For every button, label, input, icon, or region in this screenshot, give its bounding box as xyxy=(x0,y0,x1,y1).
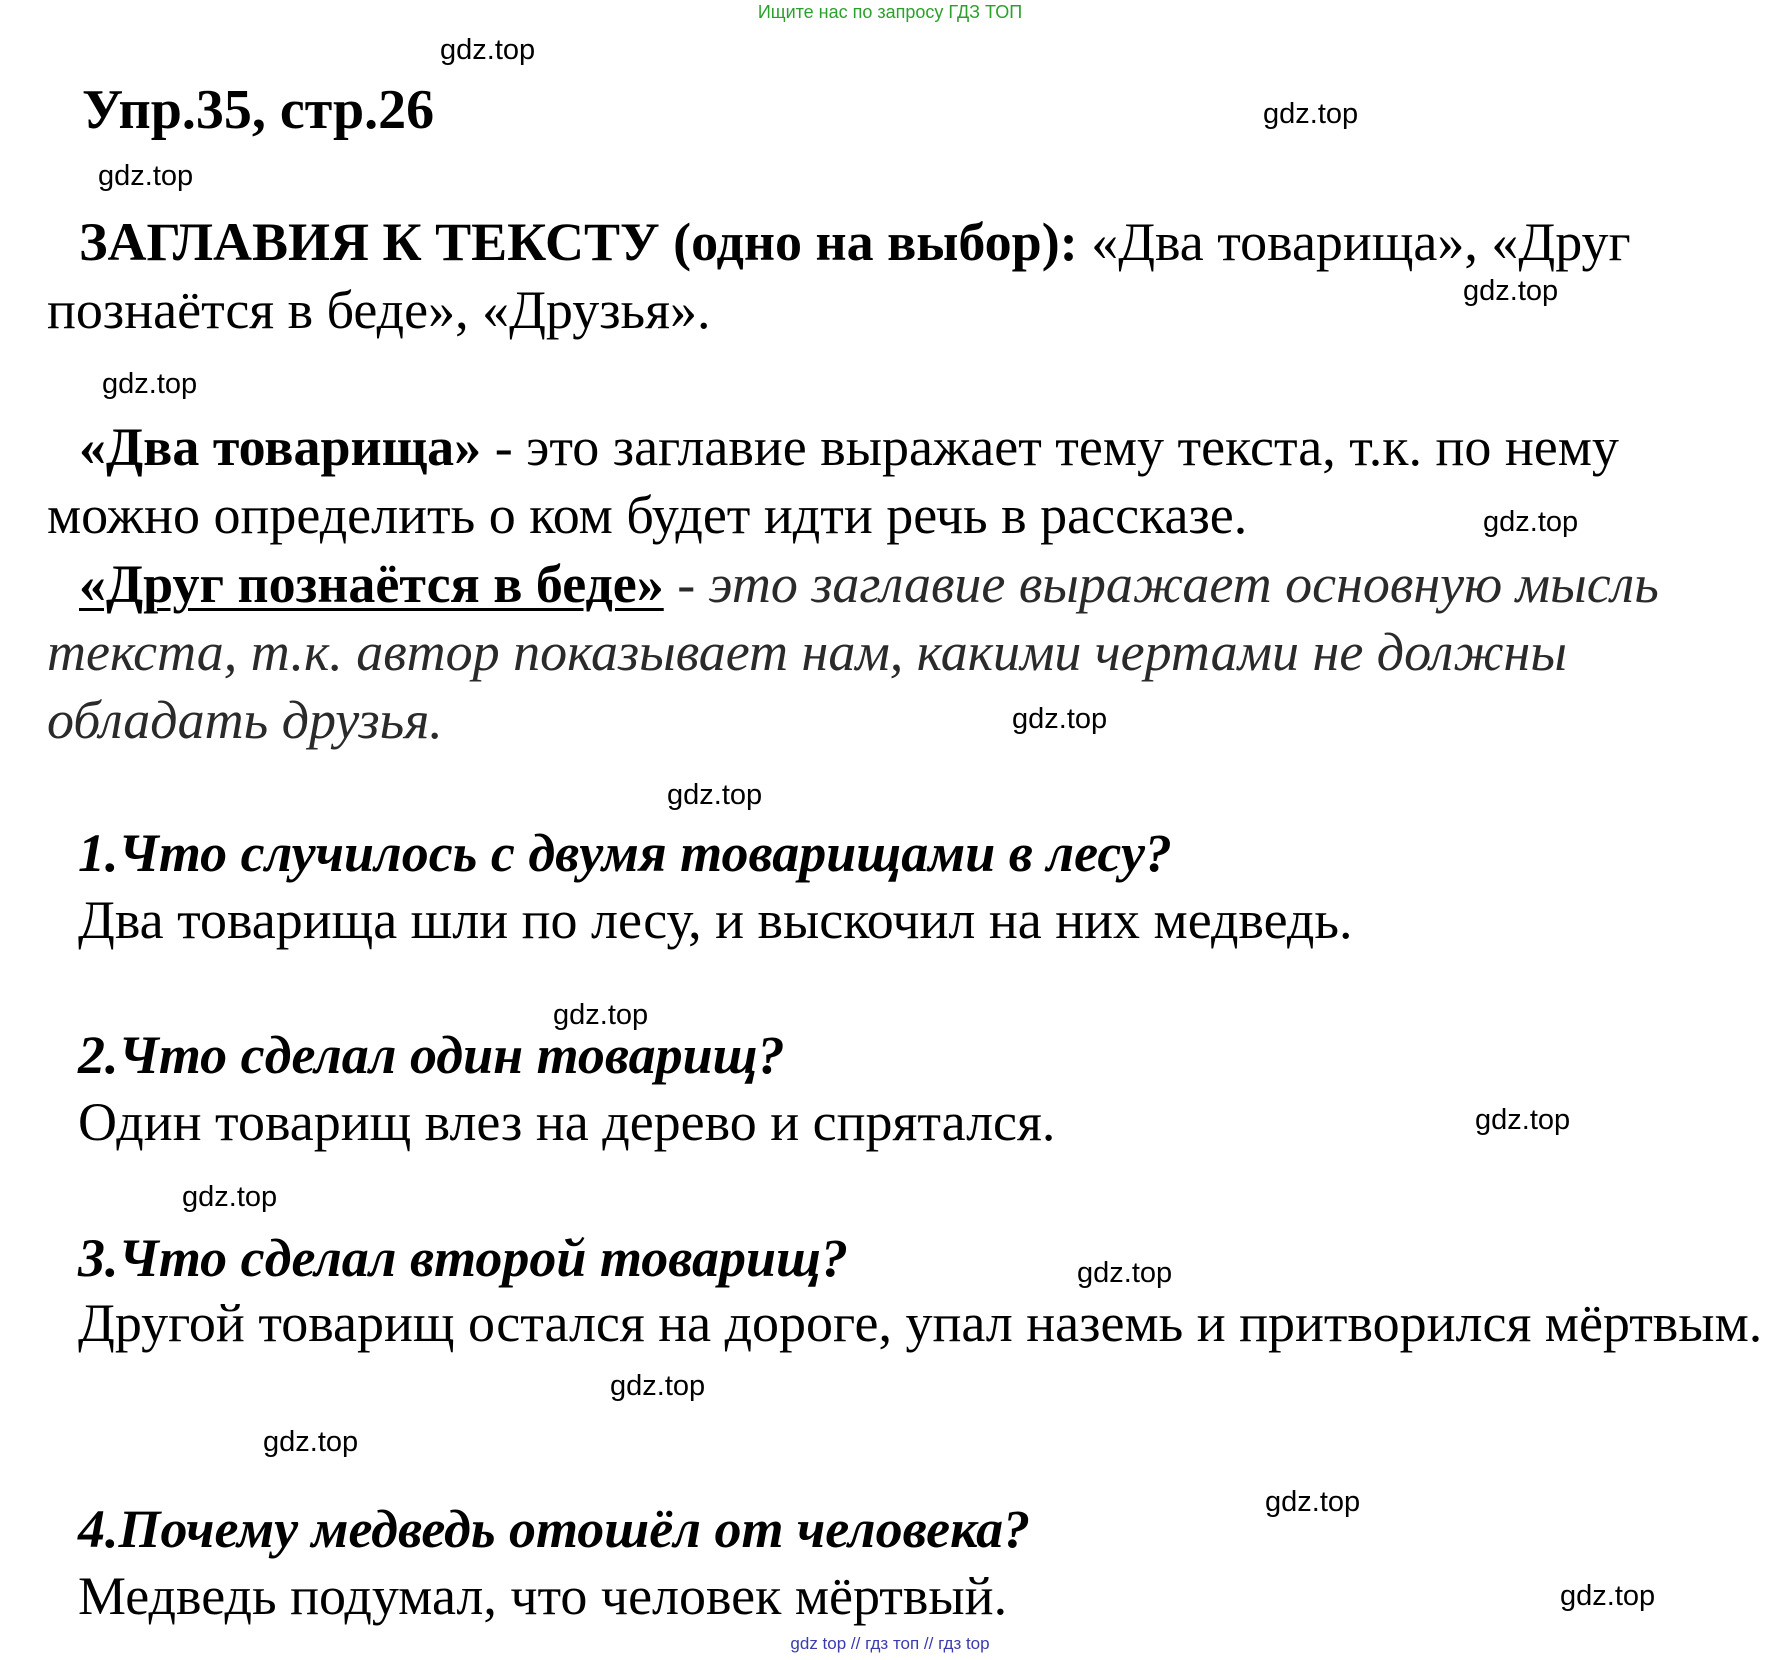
titles-text: «Два товарища», «Друг познаётся в беде», «Друзья». xyxy=(47,212,1631,340)
watermark: gdz.top xyxy=(98,160,194,192)
watermark: gdz.top xyxy=(440,34,536,66)
answer-4: Медведь подумал, что человек мёртвый. xyxy=(78,1566,1008,1626)
question-4: 4.Почему медведь отошёл от человека? xyxy=(78,1499,1031,1559)
answer-1: Два товарища шли по лесу, и выскочил на них медведь. xyxy=(78,890,1353,950)
watermark: gdz.top xyxy=(1012,703,1108,735)
watermark: gdz.top xyxy=(1560,1580,1656,1612)
watermark: gdz.top xyxy=(553,999,649,1031)
watermark: gdz.top xyxy=(1263,98,1359,130)
explanation-theme-text: - это заглавие выражает тему текста, т.к. по нему можно определить о ком будет идти речь в рассказе. xyxy=(47,417,1619,545)
answer-2: Один товарищ влез на дерево и спрятался. xyxy=(78,1092,1056,1152)
page-title: Упр.35, стр.26 xyxy=(82,79,435,141)
footer-banner: gdz top // гдз топ // гдз top xyxy=(790,1634,990,1653)
watermark: gdz.top xyxy=(667,779,763,811)
watermark: gdz.top xyxy=(182,1181,278,1213)
top-banner: Ищите нас по запросу ГДЗ ТОП xyxy=(757,2,1023,22)
question-1: 1.Что случилось с двумя товарищами в лесу? xyxy=(78,823,1172,883)
titles-label: ЗАГЛАВИЯ К ТЕКСТУ (одно на выбор): xyxy=(79,212,1078,272)
explanation-theme xyxy=(47,413,1767,549)
explanation-main-idea xyxy=(47,550,1767,754)
explanation-main-idea-text: - это заглавие выражает основную мысль текста, т.к. автор показывает нам, какими чертами не должны обладать друзья. xyxy=(47,554,1659,750)
titles-paragraph xyxy=(47,208,1767,344)
explanation-theme-heading: «Два товарища» xyxy=(79,417,482,477)
watermark: gdz.top xyxy=(102,368,198,400)
explanation-main-idea-heading: «Друг познаётся в беде» xyxy=(79,554,664,614)
watermark: gdz.top xyxy=(1463,275,1559,307)
watermark: gdz.top xyxy=(1483,506,1579,538)
question-3: 3.Что сделал второй товарищ? xyxy=(78,1228,849,1288)
watermark: gdz.top xyxy=(1077,1257,1173,1289)
watermark: gdz.top xyxy=(610,1370,706,1402)
watermark: gdz.top xyxy=(1265,1486,1361,1518)
question-2: 2.Что сделал один товарищ? xyxy=(78,1025,785,1085)
answer-3: Другой товарищ остался на дороге, упал наземь и притворился мёртвым. xyxy=(78,1293,1763,1353)
watermark: gdz.top xyxy=(1475,1104,1571,1136)
watermark: gdz.top xyxy=(263,1426,359,1458)
